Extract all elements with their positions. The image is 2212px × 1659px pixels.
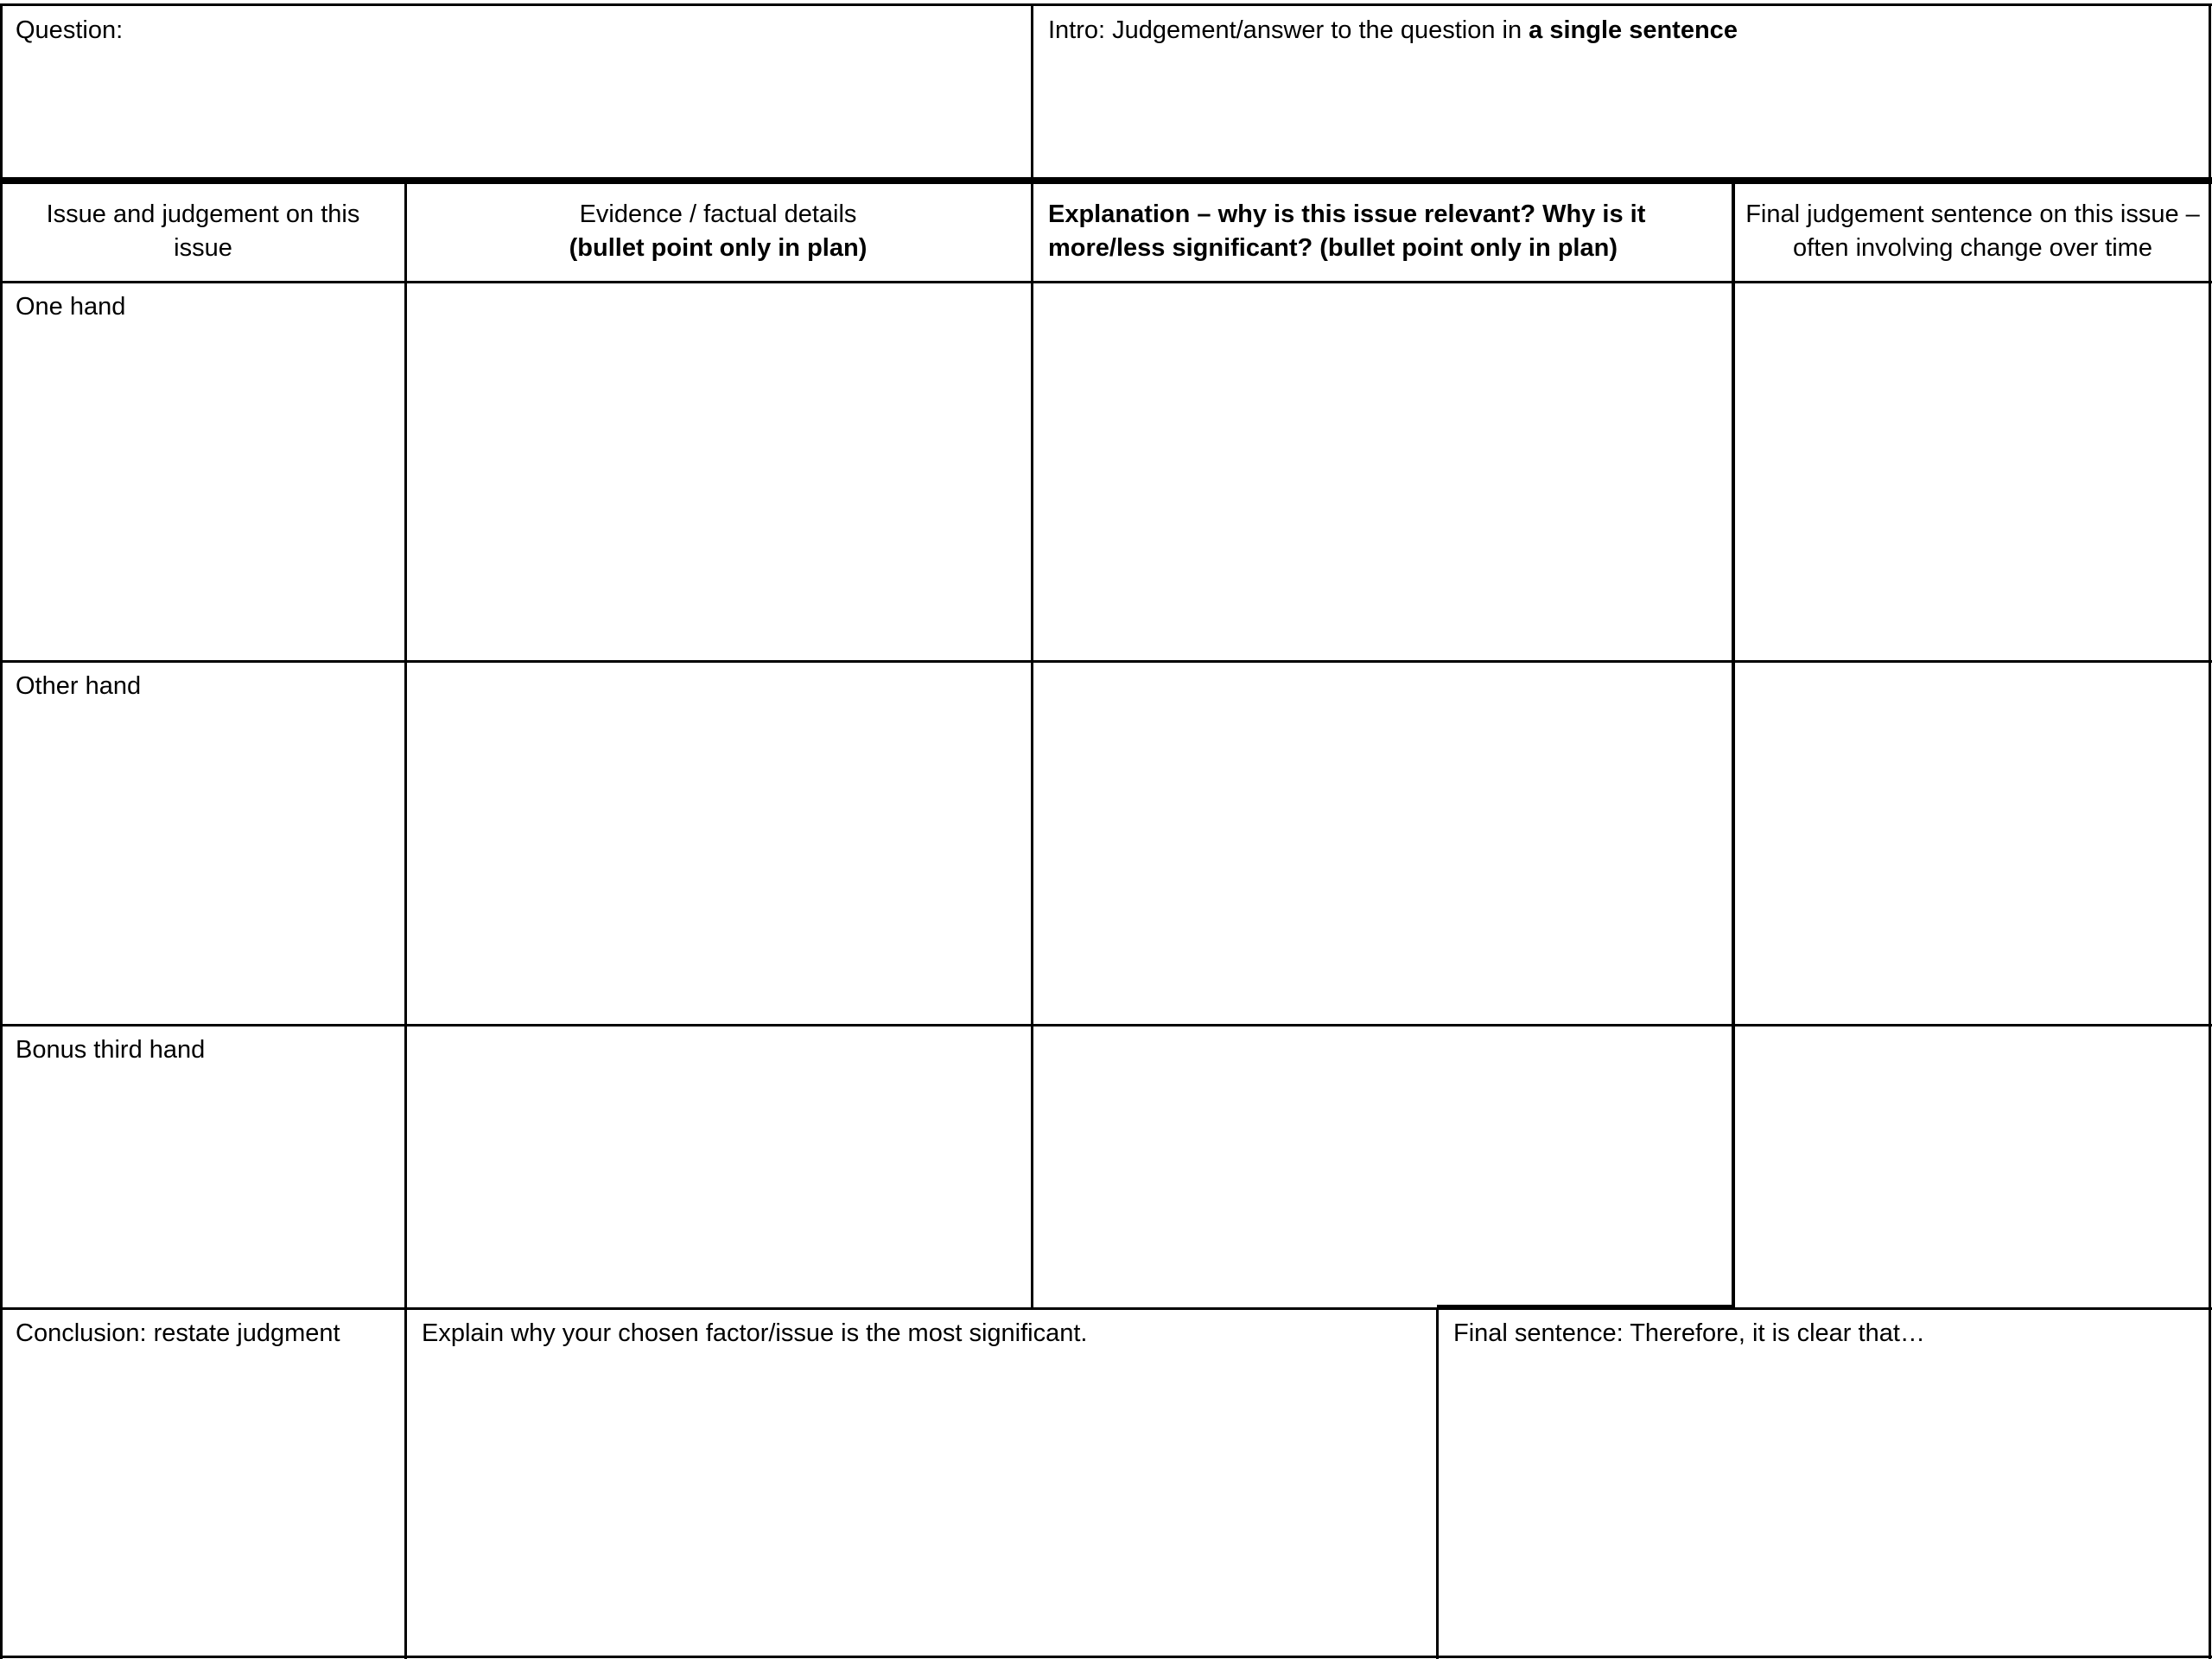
header-final-judgement: Final judgement sentence on this issue – often involving change over time	[1745, 200, 2200, 262]
row-three-bottom	[0, 1307, 2212, 1310]
border-left	[0, 3, 3, 1659]
thick-ledge	[1437, 1305, 1735, 1310]
conclusion-divider	[1436, 1307, 1439, 1659]
top-column-divider	[1031, 3, 1033, 181]
question-label: Question:	[16, 16, 124, 44]
header-evidence	[422, 198, 1014, 265]
header-explanation: Explanation – why is this issue relevant? Why is it more/less significant? (bullet point only in plan)	[1048, 200, 1646, 262]
row-two-bottom	[0, 1024, 2212, 1027]
intro-label	[1048, 14, 1738, 48]
row-label-one-hand: One hand	[16, 293, 126, 321]
conclusion-label: Conclusion: restate judgment	[16, 1319, 340, 1347]
header-evidence-line2: (bullet point only in plan)	[569, 234, 868, 262]
header-row-bottom	[0, 281, 2212, 283]
border-top	[0, 3, 2212, 6]
col-divider-1	[404, 181, 407, 1659]
row-one-bottom	[0, 660, 2212, 663]
border-bottom	[0, 1656, 2212, 1658]
intro-emphasis: a single sentence	[1529, 16, 1738, 44]
intro-prefix: Intro: Judgement/answer to the question in	[1048, 16, 1529, 44]
conclusion-final-sentence: Final sentence: Therefore, it is clear that…	[1453, 1319, 1925, 1347]
header-evidence-line1: Evidence / factual details	[579, 200, 857, 228]
thick-divider	[0, 177, 2212, 184]
border-right	[2209, 3, 2211, 1659]
header-issue: Issue and judgement on this issue	[46, 200, 360, 262]
col-divider-3	[1732, 181, 1735, 1309]
row-label-bonus-third-hand: Bonus third hand	[16, 1036, 206, 1064]
conclusion-explain: Explain why your chosen factor/issue is the most significant.	[422, 1319, 1088, 1347]
col-divider-2	[1031, 181, 1033, 1309]
row-label-other-hand: Other hand	[16, 672, 142, 700]
